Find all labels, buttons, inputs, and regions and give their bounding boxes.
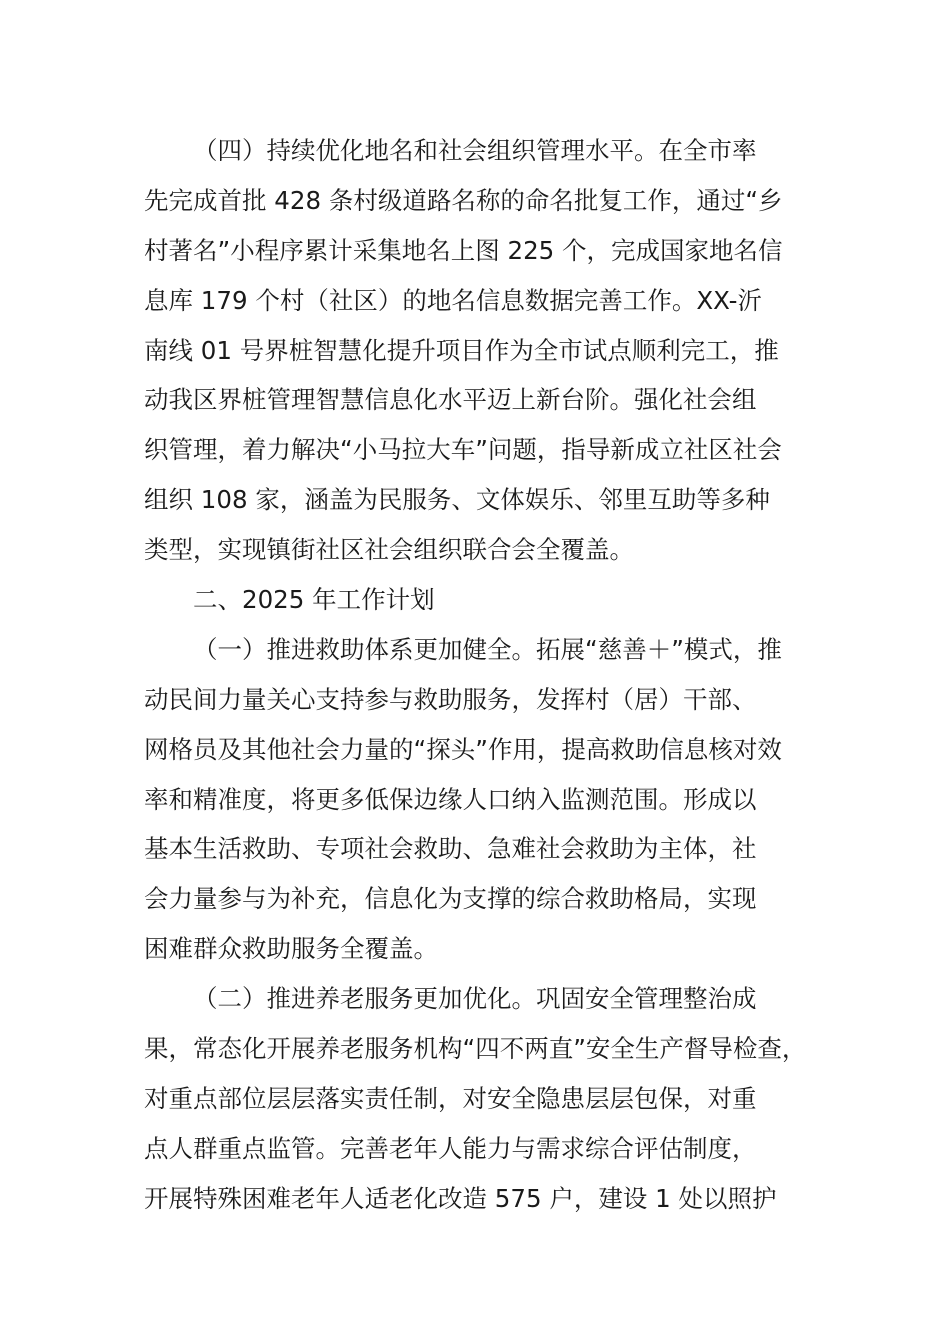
text-line: 困难群众救助服务全覆盖。 [144,934,438,964]
paragraph-four-place-names [144,126,808,575]
text-line: 织管理，着力解决“小马拉大车”问题，指导新成立社区社会 [144,435,782,465]
text-line: 类型，实现镇街社区社会组织联合会全覆盖。 [144,535,634,565]
section-heading-2025-plan [144,575,808,625]
text-line: 先完成首批 428 条村级道路名称的命名批复工作，通过“乡 [144,185,783,215]
text-line: 网格员及其他社会力量的“探头”作用，提高救助信息核对效 [144,734,782,764]
text-line: 组织 108 家，涵盖为民服务、文体娱乐、邻里互助等多种 [144,485,770,515]
text-line: 果，常态化开展养老服务机构“四不两直”安全生产督导检查， [144,1034,807,1064]
text-line: 点人群重点监管。完善老年人能力与需求综合评估制度， [144,1133,757,1163]
paragraph-one-assistance-system [144,625,808,974]
text-line: 对重点部位层层落实责任制，对安全隐患层层包保，对重 [144,1083,757,1113]
paragraph-two-elderly-services [144,974,808,1223]
document-body [144,126,808,1224]
text-line: 开展特殊困难老年人适老化改造 575 户，建设 1 处以照护 [144,1183,777,1213]
text-line: 基本生活救助、专项社会救助、急难社会救助为主体，社 [144,834,757,864]
text-line: 率和精准度，将更多低保边缘人口纳入监测范围。形成以 [144,784,757,814]
text-line: （一）推进救助体系更加健全。拓展“慈善＋”模式，推 [193,634,782,664]
text-line: 动民间力量关心支持参与救助服务，发挥村（居）干部、 [144,684,757,714]
text-line: （四）持续优化地名和社会组织管理水平。在全市率 [193,136,757,165]
text-line: 会力量参与为补充，信息化为支撑的综合救助格局，实现 [144,884,757,914]
text-line: （二）推进养老服务更加优化。巩固安全管理整治成 [193,984,757,1014]
text-line: 南线 01 号界桩智慧化提升项目作为全市试点顺利完工，推 [144,335,779,365]
text-line: 息库 179 个村（社区）的地名信息数据完善工作。XX-沂 [144,285,763,315]
text-line: 村著名”小程序累计采集地名上图 225 个，完成国家地名信 [144,235,783,265]
text-line: 动我区界桩管理智慧信息化水平迈上新台阶。强化社会组 [144,385,757,415]
section-heading: 二、2025 年工作计划 [193,585,435,615]
